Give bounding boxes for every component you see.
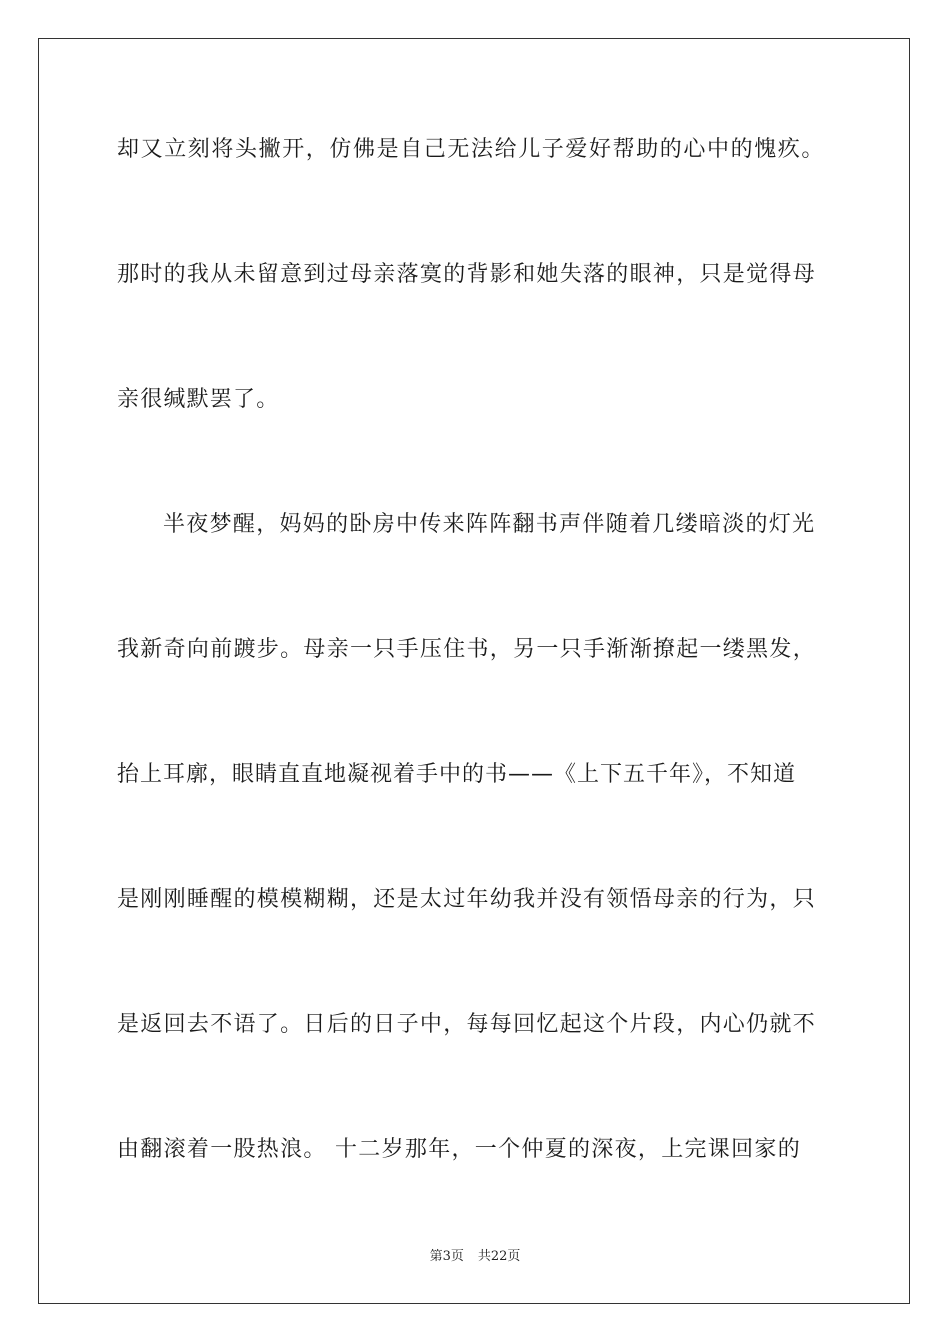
- body-text-line: 亲很缄默罢了。: [117, 387, 280, 412]
- page-footer: [0, 1248, 950, 1266]
- body-text-line: 抬上耳廓，眼睛直直地凝视着手中的书——《上下五千年》，不知道: [117, 762, 797, 787]
- body-text-line: 我新奇向前踱步。母亲一只手压住书，另一只手渐渐撩起一缕黑发，: [117, 637, 817, 662]
- body-text-line: 是刚刚睡醒的模模糊糊，还是太过年幼我并没有领悟母亲的行为，只: [117, 887, 817, 912]
- body-text-line: 由翻滚着一股热浪。 十二岁那年，一个仲夏的深夜，上完课回家的: [117, 1137, 801, 1162]
- body-text-line: 那时的我从未留意到过母亲落寞的背影和她失落的眼神，只是觉得母: [117, 262, 817, 287]
- page-number: 第3页: [429, 1249, 464, 1264]
- body-text-line: 是返回去不语了。日后的日子中，每每回忆起这个片段，内心仍就不: [117, 1012, 817, 1037]
- page-total: 共22页: [477, 1249, 521, 1264]
- page-border: [38, 38, 910, 1304]
- body-text-line: 却又立刻将头撇开，仿佛是自己无法给儿子爱好帮助的心中的愧疚。: [117, 137, 826, 162]
- body-text-line: 半夜梦醒，妈妈的卧房中传来阵阵翻书声伴随着几缕暗淡的灯光: [163, 512, 816, 537]
